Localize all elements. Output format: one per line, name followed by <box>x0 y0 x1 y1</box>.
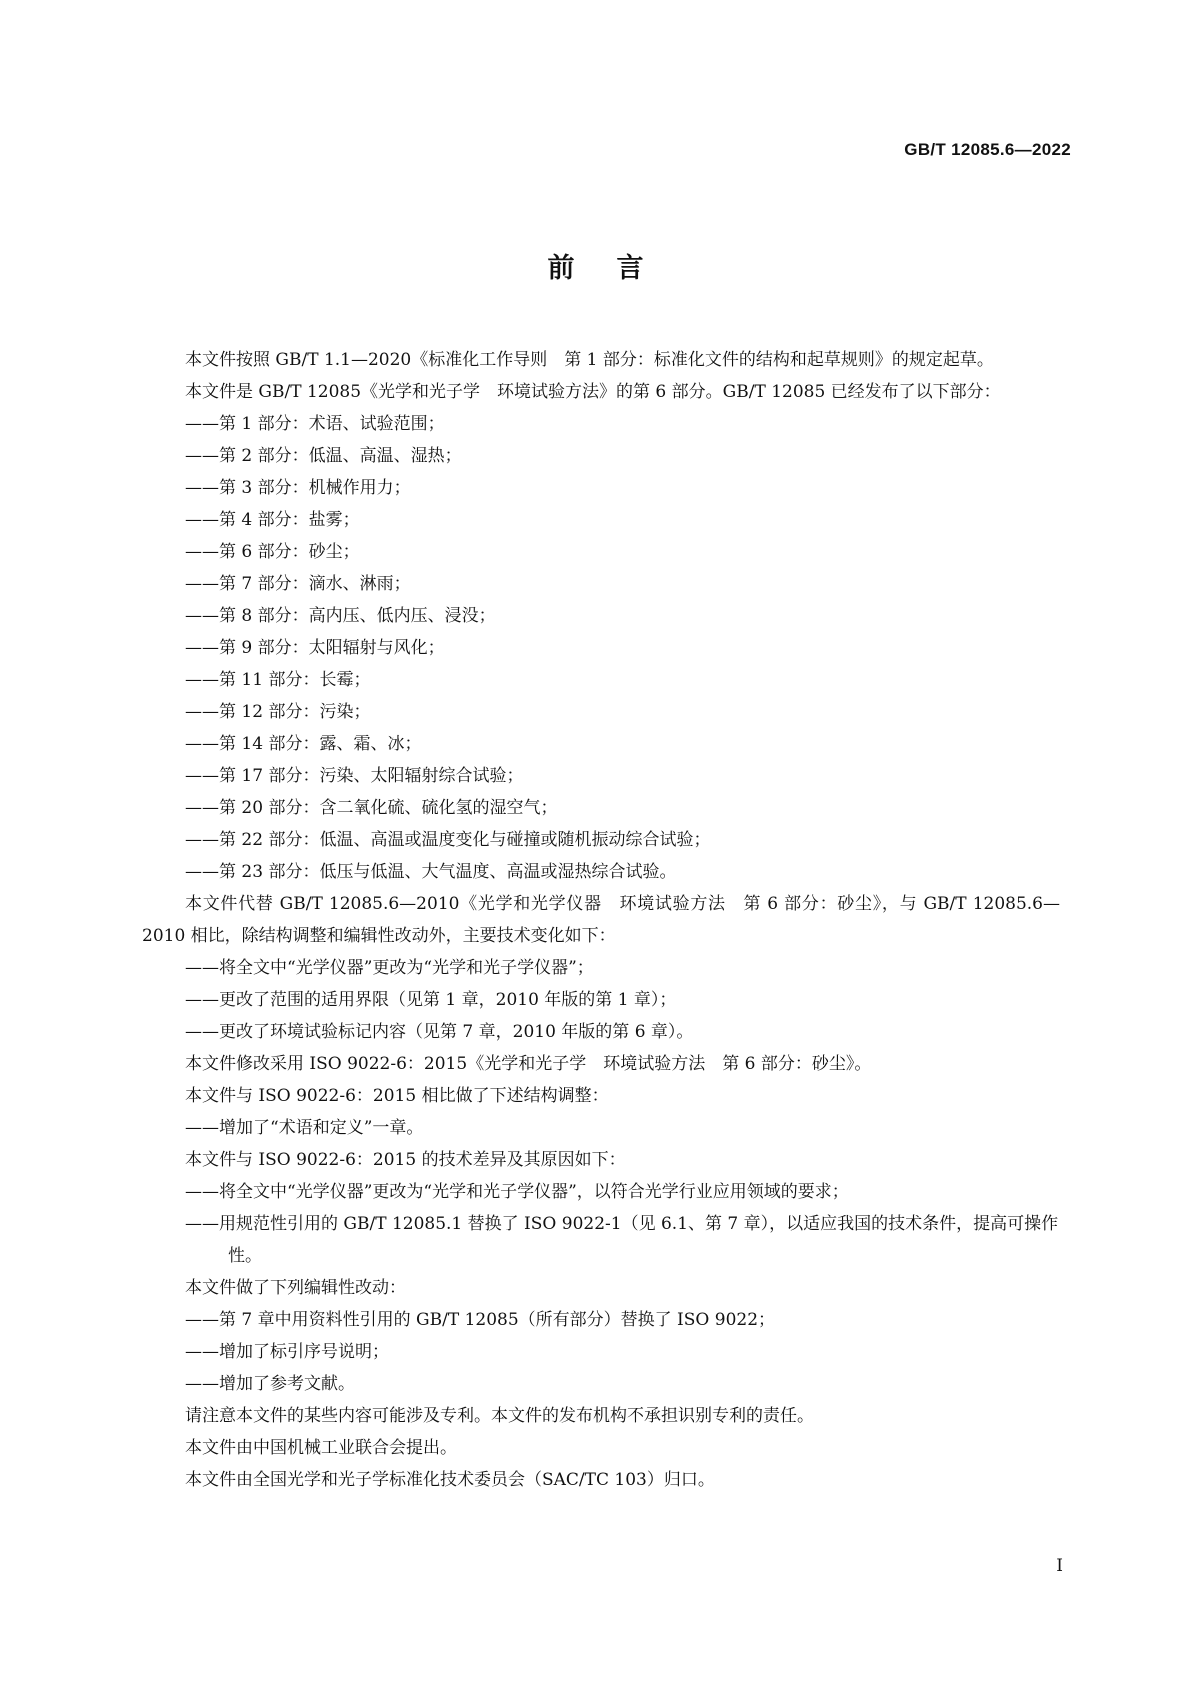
list-item: ——第 14 部分：露、霜、冰； <box>185 734 422 754</box>
list-item: ——第 3 部分：机械作用力； <box>185 478 411 498</box>
page-title: 前言 <box>547 253 686 284</box>
paragraph: 本文件与 ISO 9022-6：2015 相比做了下述结构调整： <box>185 1086 609 1106</box>
list-item: ——第 8 部分：高内压、低内压、浸没； <box>185 606 496 626</box>
paragraph: 本文件由中国机械工业联合会提出。 <box>185 1438 457 1458</box>
standard-number: GB/T 12085.6—2022 <box>904 140 1071 159</box>
paragraph: 本文件修改采用 ISO 9022-6：2015《光学和光子学 环境试验方法 第 6 部分：砂尘》。 <box>185 1054 872 1074</box>
list-item: ——增加了参考文献。 <box>185 1374 355 1394</box>
list-item: ——第 9 部分：太阳辐射与风化； <box>185 638 445 658</box>
paragraph: 本文件由全国光学和光子学标准化技术委员会（SAC/TC 103）归口。 <box>185 1470 715 1490</box>
paragraph: 本文件做了下列编辑性改动： <box>185 1278 406 1298</box>
page-number: I <box>1056 1556 1063 1576</box>
list-item: ——第 4 部分：盐雾； <box>185 510 360 530</box>
list-item: ——将全文中“光学仪器”更改为“光学和光子学仪器”，以符合光学行业应用领域的要求； <box>185 1182 849 1202</box>
list-item: ——第 22 部分：低温、高温或温度变化与碰撞或随机振动综合试验； <box>185 830 711 850</box>
list-item: ——第 17 部分：污染、太阳辐射综合试验； <box>185 766 524 786</box>
list-item: ——更改了环境试验标记内容（见第 7 章，2010 年版的第 6 章）。 <box>185 1022 694 1042</box>
paragraph: 本文件是 GB/T 12085《光学和光子学 环境试验方法》的第 6 部分。GB/T 12085 已经发布了以下部分： <box>185 382 1001 402</box>
list-item: ——第 12 部分：污染； <box>185 702 371 722</box>
list-item: ——第 7 章中用资料性引用的 GB/T 12085（所有部分）替换了 ISO 9022； <box>185 1310 776 1330</box>
paragraph: 本文件代替 GB/T 12085.6—2010《光学和光学仪器 环境试验方法 第 6 部分：砂尘》，与 GB/T 12085.6—2010 相比，除结构调整和编辑性改动外，主要技术变化如下： <box>142 894 1060 946</box>
list-item: ——第 6 部分：砂尘； <box>185 542 360 562</box>
list-item: ——第 2 部分：低温、高温、湿热； <box>185 446 462 466</box>
list-item: ——第 20 部分：含二氧化硫、硫化氢的湿空气； <box>185 798 558 818</box>
list-item: ——第 11 部分：长霉； <box>185 670 371 690</box>
list-item: ——第 23 部分：低压与低温、大气温度、高温或湿热综合试验。 <box>185 862 677 882</box>
list-item: ——第 7 部分：滴水、淋雨； <box>185 574 411 594</box>
paragraph: 本文件与 ISO 9022-6：2015 的技术差异及其原因如下： <box>185 1150 626 1170</box>
paragraph: 本文件按照 GB/T 1.1—2020《标准化工作导则 第 1 部分：标准化文件的结构和起草规则》的规定起草。 <box>185 350 994 370</box>
foreword-body <box>142 344 1060 1496</box>
list-item: ——增加了标引序号说明； <box>185 1342 389 1362</box>
list-item: ——增加了“术语和定义”一章。 <box>185 1118 424 1138</box>
list-item: ——将全文中“光学仪器”更改为“光学和光子学仪器”； <box>185 958 594 978</box>
paragraph: 请注意本文件的某些内容可能涉及专利。本文件的发布机构不承担识别专利的责任。 <box>185 1406 814 1426</box>
list-item: ——用规范性引用的 GB/T 12085.1 替换了 ISO 9022-1（见 6.1、第 7 章），以适应我国的技术条件，提高可操作性。 <box>185 1214 1059 1266</box>
list-item: ——更改了范围的适用界限（见第 1 章，2010 年版的第 1 章）； <box>185 990 677 1010</box>
list-item: ——第 1 部分：术语、试验范围； <box>185 414 445 434</box>
